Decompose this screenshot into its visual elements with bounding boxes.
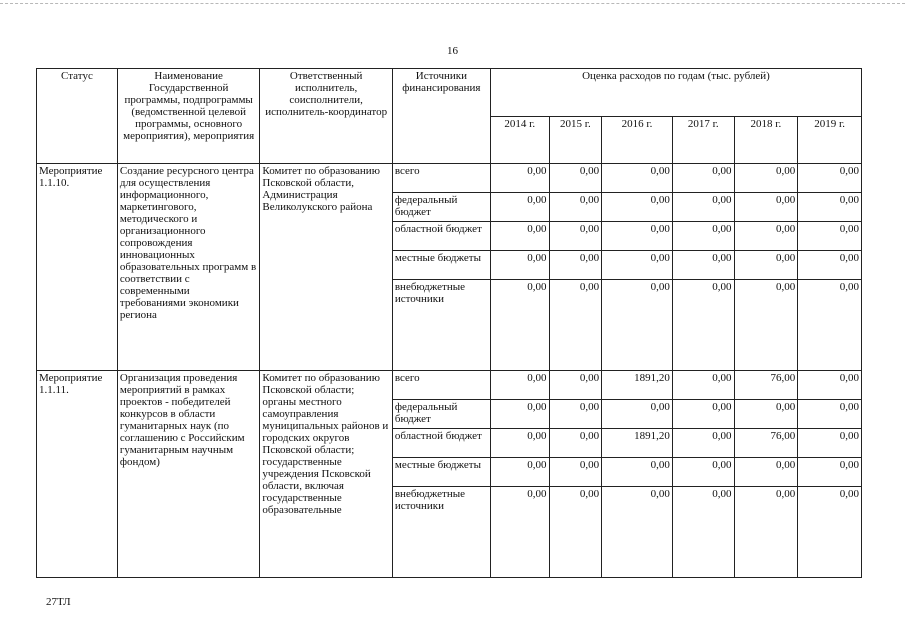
header-year: 2017 г. — [672, 116, 734, 164]
funding-value: 0,00 — [602, 400, 673, 429]
header-year: 2016 г. — [602, 116, 673, 164]
funding-value: 0,00 — [549, 222, 602, 251]
funding-value: 0,00 — [798, 400, 862, 429]
table-row — [37, 371, 862, 400]
funding-value: 0,00 — [490, 164, 549, 193]
funding-value: 0,00 — [734, 458, 798, 487]
funding-value: 0,00 — [734, 280, 798, 371]
funding-value: 0,00 — [549, 280, 602, 371]
funding-value: 0,00 — [549, 458, 602, 487]
funding-value: 0,00 — [672, 429, 734, 458]
document-code: 27ТЛ — [46, 596, 71, 608]
funding-value: 0,00 — [734, 222, 798, 251]
funding-value: 0,00 — [490, 222, 549, 251]
funding-source: областной бюджет — [392, 222, 490, 251]
funding-value: 0,00 — [549, 371, 602, 400]
funding-value: 0,00 — [602, 487, 673, 578]
funding-value: 0,00 — [549, 487, 602, 578]
funding-value: 0,00 — [602, 280, 673, 371]
header-status: Статус — [37, 69, 118, 164]
funding-value: 0,00 — [490, 400, 549, 429]
funding-value: 0,00 — [490, 371, 549, 400]
funding-value: 0,00 — [602, 458, 673, 487]
funding-value: 0,00 — [602, 251, 673, 280]
funding-value: 0,00 — [798, 222, 862, 251]
funding-value: 0,00 — [672, 487, 734, 578]
funding-value: 0,00 — [672, 400, 734, 429]
funding-value: 0,00 — [798, 458, 862, 487]
header-name: Наименование Государственной программы, подпрограммы (ведомственной целевой программы, основного мероприятия), мероприятия — [117, 69, 260, 164]
header-sources: Источники финансирования — [392, 69, 490, 164]
funding-source: областной бюджет — [392, 429, 490, 458]
page-number: 16 — [447, 45, 458, 57]
top-edge-line — [0, 3, 905, 4]
funding-value: 0,00 — [798, 280, 862, 371]
funding-value: 0,00 — [549, 400, 602, 429]
funding-value: 0,00 — [672, 371, 734, 400]
funding-value: 0,00 — [490, 458, 549, 487]
funding-value: 0,00 — [734, 164, 798, 193]
funding-value: 76,00 — [734, 429, 798, 458]
activity-status: Мероприятие 1.1.11. — [37, 371, 118, 578]
funding-value: 0,00 — [798, 429, 862, 458]
table-row — [37, 164, 862, 193]
header-year: 2019 г. — [798, 116, 862, 164]
header-year: 2015 г. — [549, 116, 602, 164]
funding-value: 0,00 — [798, 193, 862, 222]
header-expenses: Оценка расходов по годам (тыс. рублей) — [490, 69, 861, 117]
funding-source: внебюджетные источники — [392, 280, 490, 371]
funding-value: 0,00 — [734, 400, 798, 429]
header-row — [37, 69, 862, 117]
funding-value: 0,00 — [672, 251, 734, 280]
funding-value: 0,00 — [672, 164, 734, 193]
funding-value: 0,00 — [672, 458, 734, 487]
funding-value: 0,00 — [734, 193, 798, 222]
funding-value: 0,00 — [798, 487, 862, 578]
funding-value: 1891,20 — [602, 429, 673, 458]
funding-source: внебюджетные источники — [392, 487, 490, 578]
activity-status: Мероприятие 1.1.10. — [37, 164, 118, 371]
funding-value: 0,00 — [602, 222, 673, 251]
funding-value: 0,00 — [734, 487, 798, 578]
funding-value: 0,00 — [734, 251, 798, 280]
funding-source: всего — [392, 371, 490, 400]
funding-value: 0,00 — [798, 251, 862, 280]
funding-source: местные бюджеты — [392, 458, 490, 487]
funding-value: 0,00 — [672, 193, 734, 222]
funding-value: 1891,20 — [602, 371, 673, 400]
funding-value: 0,00 — [490, 280, 549, 371]
funding-value: 76,00 — [734, 371, 798, 400]
funding-value: 0,00 — [549, 164, 602, 193]
funding-value: 0,00 — [549, 193, 602, 222]
funding-source: федеральный бюджет — [392, 193, 490, 222]
funding-source: всего — [392, 164, 490, 193]
activity-responsible: Комитет по образованию Псковской области; органы местного самоуправления муниципальных районов и городских округов Псковской области; государственные учреждения Псковской области, включая государственные образовательные — [260, 371, 392, 578]
funding-value: 0,00 — [798, 164, 862, 193]
activity-name: Создание ресурсного центра для осуществления информационного, маркетингового, методического и организационного сопровождения инновационных образовательных программ в соответствии с современными требованиями экономики региона — [117, 164, 260, 371]
funding-source: местные бюджеты — [392, 251, 490, 280]
funding-value: 0,00 — [490, 429, 549, 458]
funding-value: 0,00 — [602, 193, 673, 222]
header-responsible: Ответственный исполнитель, соисполнители, исполнитель-координатор — [260, 69, 392, 164]
budget-table — [36, 68, 862, 578]
funding-source: федеральный бюджет — [392, 400, 490, 429]
activity-name: Организация проведения мероприятий в рамках проектов - победителей конкурсов в области гуманитарных наук (по соглашению с Российским гуманитарным научным фондом) — [117, 371, 260, 578]
funding-value: 0,00 — [549, 251, 602, 280]
header-year: 2014 г. — [490, 116, 549, 164]
funding-value: 0,00 — [490, 251, 549, 280]
funding-value: 0,00 — [672, 280, 734, 371]
activity-responsible: Комитет по образованию Псковской области, Администрация Великолукского района — [260, 164, 392, 371]
funding-value: 0,00 — [549, 429, 602, 458]
funding-value: 0,00 — [490, 193, 549, 222]
funding-value: 0,00 — [672, 222, 734, 251]
header-year: 2018 г. — [734, 116, 798, 164]
funding-value: 0,00 — [602, 164, 673, 193]
funding-value: 0,00 — [490, 487, 549, 578]
funding-value: 0,00 — [798, 371, 862, 400]
